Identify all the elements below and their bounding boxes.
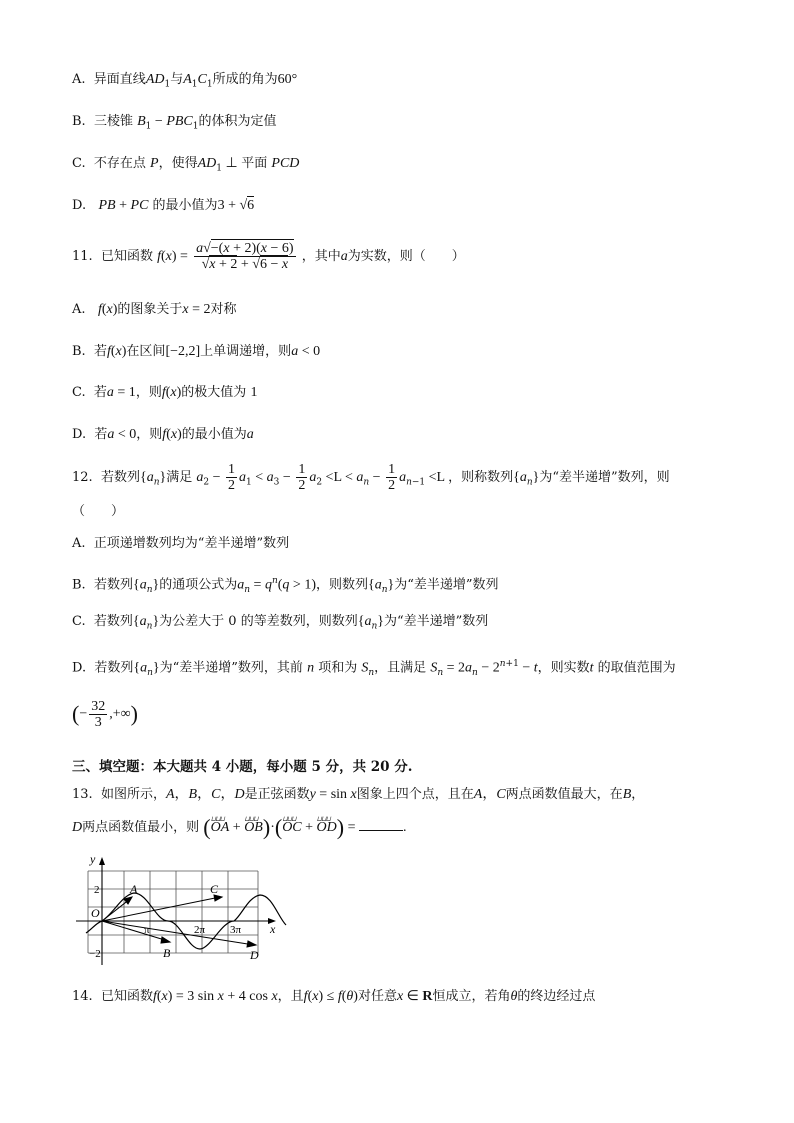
sine-graph bbox=[72, 853, 292, 973]
vector-ob-arrow-icon bbox=[161, 937, 170, 943]
origin-label: O bbox=[91, 906, 100, 920]
point-b-label: B bbox=[163, 946, 171, 960]
vector-ob bbox=[102, 921, 168, 941]
q12-option-c: C. 若数列$\{a_n\}$为公差大于 0 的等差数列，则数列$\{a_n\}$为“差半递增”数列 bbox=[72, 614, 489, 632]
q14-stem: 14. 已知函数f(x) = 3 sin x + 4 cos x，且f(x) ≤ f(θ)对任意x ∈ R恒成立，若角θ的终边经过点 bbox=[72, 989, 596, 1004]
q10-option-a: A. 异面直线$AD_1$与$A_1C_1$所成的角为60° bbox=[72, 72, 298, 90]
answer-blank[interactable] bbox=[359, 818, 403, 831]
q12-option-d: D. 若数列$\{a_n\}$为“差半递增”数列，其前 n 项和为 $S_n$，且满足 $S_n = 2a_n - 2^{n+1} - t$，则实数t 的取值范围为 bbox=[72, 659, 676, 678]
y-axis-label: y bbox=[90, 853, 96, 866]
q12-option-a: A. 正项递增数列均为“差半递增”数列 bbox=[72, 536, 290, 551]
q11-stem: 11. 已知函数 f(x) = $\frac{a√-(x + 2)(x - 6)}{√x + 2 + √6 - x}$ ，其中a为实数，则（ ） bbox=[72, 241, 465, 272]
point-c-label: C bbox=[210, 882, 219, 896]
x-axis-label: x bbox=[270, 922, 276, 936]
x-tick-pi: π bbox=[144, 924, 150, 936]
q10-option-d: D. PB + PC 的最小值为3 + √6 bbox=[72, 198, 255, 213]
q12-option-b: B. 若数列$\{a_n\}$的通项公式为$a_n = q^n(q > 1)$，则数列$\{a_n\}$为“差半递增”数列 bbox=[72, 576, 499, 595]
x-tick-3pi: 3π bbox=[230, 924, 242, 936]
y-tick-neg2: −2 bbox=[89, 948, 101, 960]
q11-option-a: A. f(x)的图象关于x = 2对称 bbox=[72, 302, 237, 317]
x-tick-2pi: 2π bbox=[194, 924, 206, 936]
q12-stem: 12. 若数列$\{a_n\}$满足 $a_2$ − $\frac{1}{2}$ $a_1 < a_3$ − $\frac{1}{2}$ $a_2 <L < a_n$ − $\frac{1}{2}$ $a_{n-1} <L$ ，则称数列$\{a_n\}$为“差半递增”数列，则 bbox=[72, 462, 670, 493]
q10-option-b: B. 三棱锥 $B_1 - PBC_1$的体积为定值 bbox=[72, 114, 277, 132]
y-tick-2: 2 bbox=[94, 884, 100, 896]
q13-stem-line1: 13. 如图所示，A，B，C，D是正弦函数y = sin x图象上四个点，且在A，C两点函数值最大，在B， bbox=[72, 787, 645, 802]
q11-option-c: C. 若a = 1，则f(x)的极大值为 1 bbox=[72, 385, 258, 400]
q12-paren: （ ） bbox=[72, 504, 125, 519]
q10-option-c: C. 不存在点 P，使得$AD_1$ ⊥ 平面 PCD bbox=[72, 156, 300, 174]
q13-stem-line2: D两点函数值最小，则 (⊔⊔⊔ OA + ⊔⊔⊔ OB)·(⊔⊔⊔ OC + ⊔⊔⊔ OD) = . bbox=[72, 818, 407, 837]
y-axis-arrow-icon bbox=[99, 857, 105, 865]
q11-option-d: D. 若a < 0，则f(x)的最小值为a bbox=[72, 427, 254, 442]
section-3-heading: 三、填空题：本大题共 4 小题，每小题 5 分，共 20 分. bbox=[72, 759, 413, 775]
vector-od-arrow-icon bbox=[247, 941, 256, 947]
point-d-label: D bbox=[250, 948, 259, 962]
q11-option-b: B. 若f(x)在区间[−2,2]上单调递增，则a < 0 bbox=[72, 344, 321, 359]
point-a-label: A bbox=[130, 882, 138, 896]
q12-option-d-range: (− $\frac{32}{3}$ ,+∞) bbox=[72, 698, 138, 730]
